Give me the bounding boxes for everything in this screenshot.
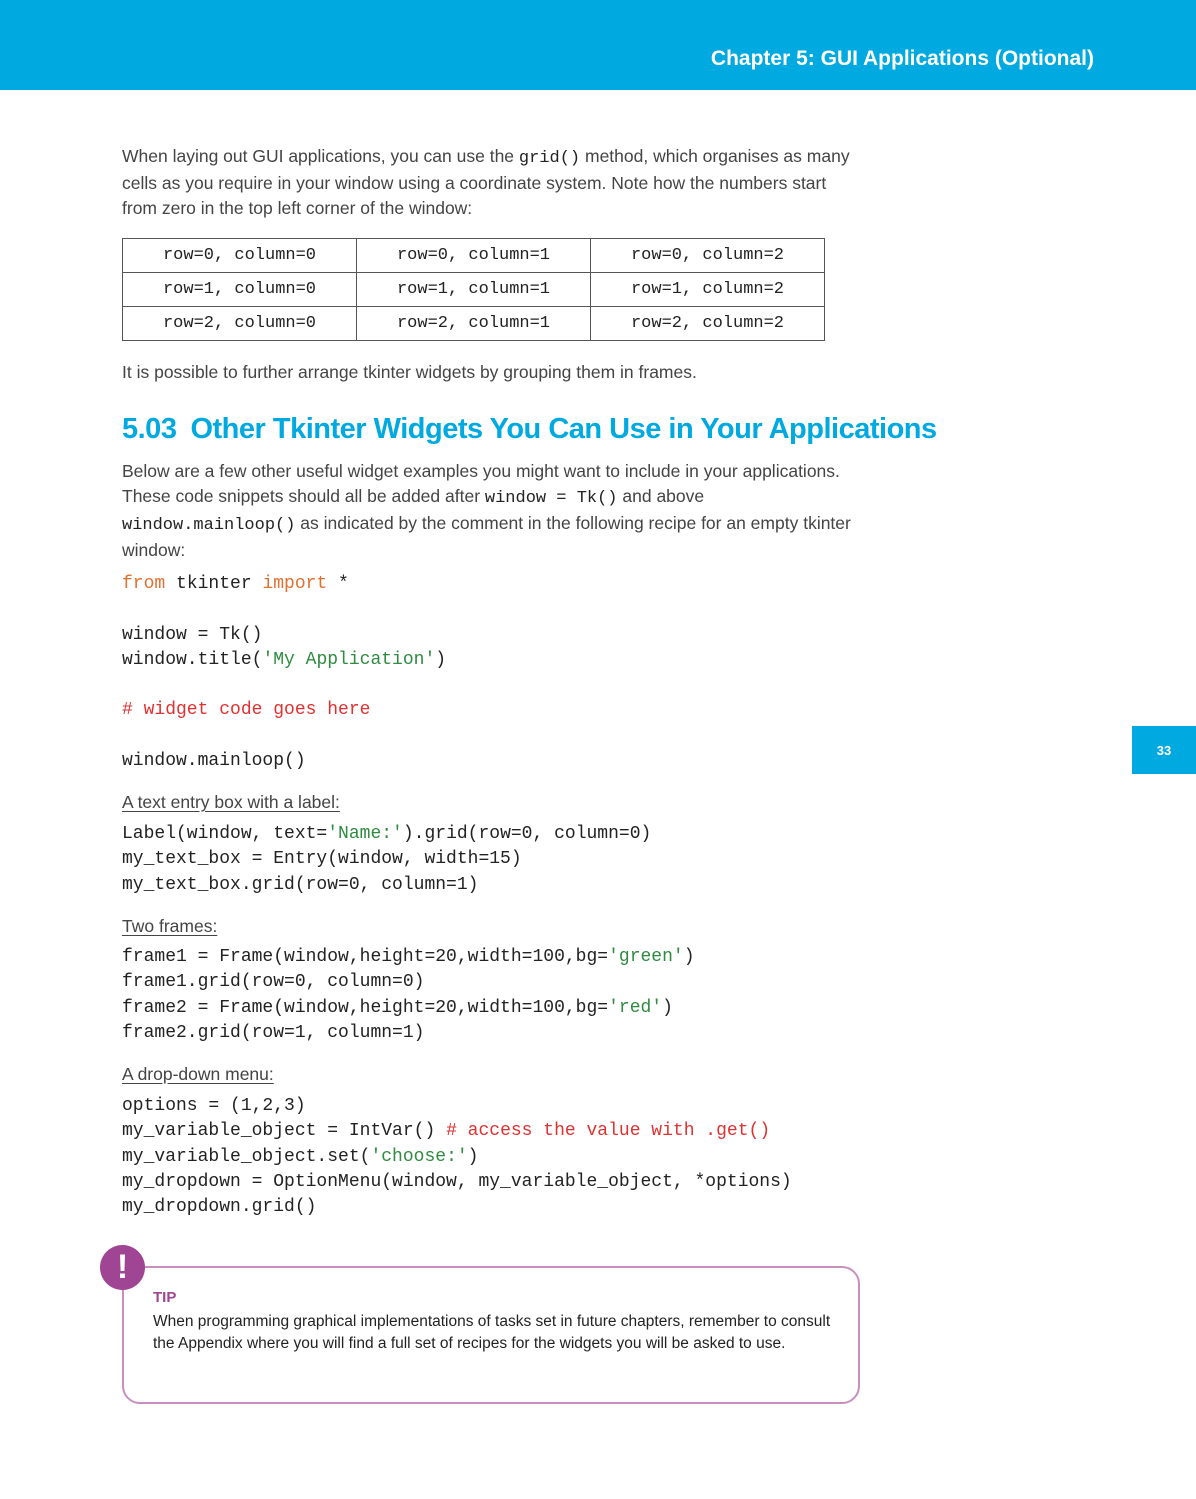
code-text: frame1 = Frame(window,height=20,width=100,bg= xyxy=(122,947,609,967)
code-text: window = Tk() xyxy=(122,624,263,645)
grid-coordinate-table xyxy=(122,238,825,341)
tip-label: TIP xyxy=(153,1289,177,1306)
intro-text: When laying out GUI applications, you can use the xyxy=(122,146,519,166)
table-cell: row=1, column=0 xyxy=(123,273,357,307)
code-text: frame2 = Frame(window,height=20,width=100,bg= xyxy=(122,997,609,1018)
chapter-title: Chapter 5: GUI Applications (Optional) xyxy=(710,47,1094,70)
intro-code: grid() xyxy=(518,149,581,168)
code-text: my_dropdown = OptionMenu(window, my_variable_object, *options) xyxy=(122,1171,792,1192)
inline-code: window = Tk() xyxy=(484,489,618,508)
code-text: options = (1,2,3) xyxy=(122,1096,306,1116)
code-text: frame1.grid(row=0, column=0) xyxy=(122,972,425,993)
code-text: Label(window, text= xyxy=(122,824,328,844)
code-text: my_variable_object.set( xyxy=(122,1146,371,1167)
exclamation-icon: ! xyxy=(100,1245,145,1290)
code-text: ) xyxy=(467,1146,479,1167)
code-comment: # widget code goes here xyxy=(122,700,371,721)
code-text: my_variable_object = IntVar() xyxy=(122,1121,447,1142)
code-text: window.mainloop() xyxy=(122,751,306,772)
table-cell: row=0, column=2 xyxy=(591,239,825,273)
section-intro-text: Below are a few other useful widget examples you might want to include in your applications. These code snippets should all be added after xyxy=(122,461,840,506)
table-cell: row=1, column=2 xyxy=(591,273,825,307)
code-string: 'choose:' xyxy=(370,1146,468,1167)
table-row xyxy=(123,273,825,307)
code-text: * xyxy=(327,574,349,594)
inline-code: window.mainloop() xyxy=(122,516,296,535)
code-keyword: from xyxy=(122,574,166,594)
code-comment: # access the value with .get() xyxy=(446,1121,771,1142)
section-intro-text: as indicated by the comment in the following recipe for an empty tkinter window: xyxy=(122,513,851,560)
intro-text-end: method, which organises as many cells as you require in your window using a coordinate system. Note how the numbers start from zero in the top left corner of the window: xyxy=(122,146,850,218)
dropdown-code-block xyxy=(122,1094,792,1220)
table-cell: row=1, column=1 xyxy=(357,273,591,307)
code-string: 'red' xyxy=(608,997,663,1018)
code-text: ) xyxy=(435,649,447,670)
code-text: my_text_box = Entry(window, width=15) xyxy=(122,849,522,870)
code-text: tkinter xyxy=(165,574,263,594)
code-text: ).grid(row=0, column=0) xyxy=(402,824,652,844)
dropdown-caption: A drop-down menu: xyxy=(122,1064,274,1084)
code-text: my_text_box.grid(row=0, column=1) xyxy=(122,874,479,895)
section-title: Other Tkinter Widgets You Can Use in Your Applications xyxy=(190,413,937,445)
section-heading xyxy=(122,413,937,446)
intro-paragraph xyxy=(122,144,857,221)
text-entry-code-block xyxy=(122,822,651,898)
section-intro-paragraph xyxy=(122,459,857,563)
text-entry-caption: A text entry box with a label: xyxy=(122,792,340,812)
code-text: ) xyxy=(662,997,673,1018)
frames-caption: Two frames: xyxy=(122,916,218,936)
code-string: 'Name:' xyxy=(327,824,403,844)
code-text: window.title( xyxy=(122,649,263,670)
section-number: 5.03 xyxy=(122,413,177,445)
page-number: 33 xyxy=(1132,726,1196,774)
table-row xyxy=(123,239,825,273)
tip-text: When programming graphical implementations of tasks set in future chapters, remember to consult the Appendix where you will find a full set of recipes for the widgets you will be asked to use. xyxy=(153,1313,831,1352)
table-cell: row=2, column=0 xyxy=(123,307,357,341)
code-keyword: import xyxy=(262,574,328,594)
table-row xyxy=(123,307,825,341)
code-string: 'green' xyxy=(608,947,684,967)
frames-note: It is possible to further arrange tkinter widgets by grouping them in frames. xyxy=(122,362,697,382)
table-cell: row=0, column=1 xyxy=(357,239,591,273)
table-cell: row=2, column=2 xyxy=(591,307,825,341)
table-cell: row=2, column=1 xyxy=(357,307,591,341)
header-bar xyxy=(0,0,1196,90)
code-string: 'My Application' xyxy=(262,649,436,670)
code-text: frame2.grid(row=1, column=1) xyxy=(122,1022,425,1043)
table-cell: row=0, column=0 xyxy=(123,239,357,273)
recipe-code-block xyxy=(122,572,446,774)
section-intro-text: and above xyxy=(617,486,705,506)
frames-code-block xyxy=(122,945,695,1046)
code-text: ) xyxy=(683,947,695,967)
code-text: my_dropdown.grid() xyxy=(122,1197,317,1218)
